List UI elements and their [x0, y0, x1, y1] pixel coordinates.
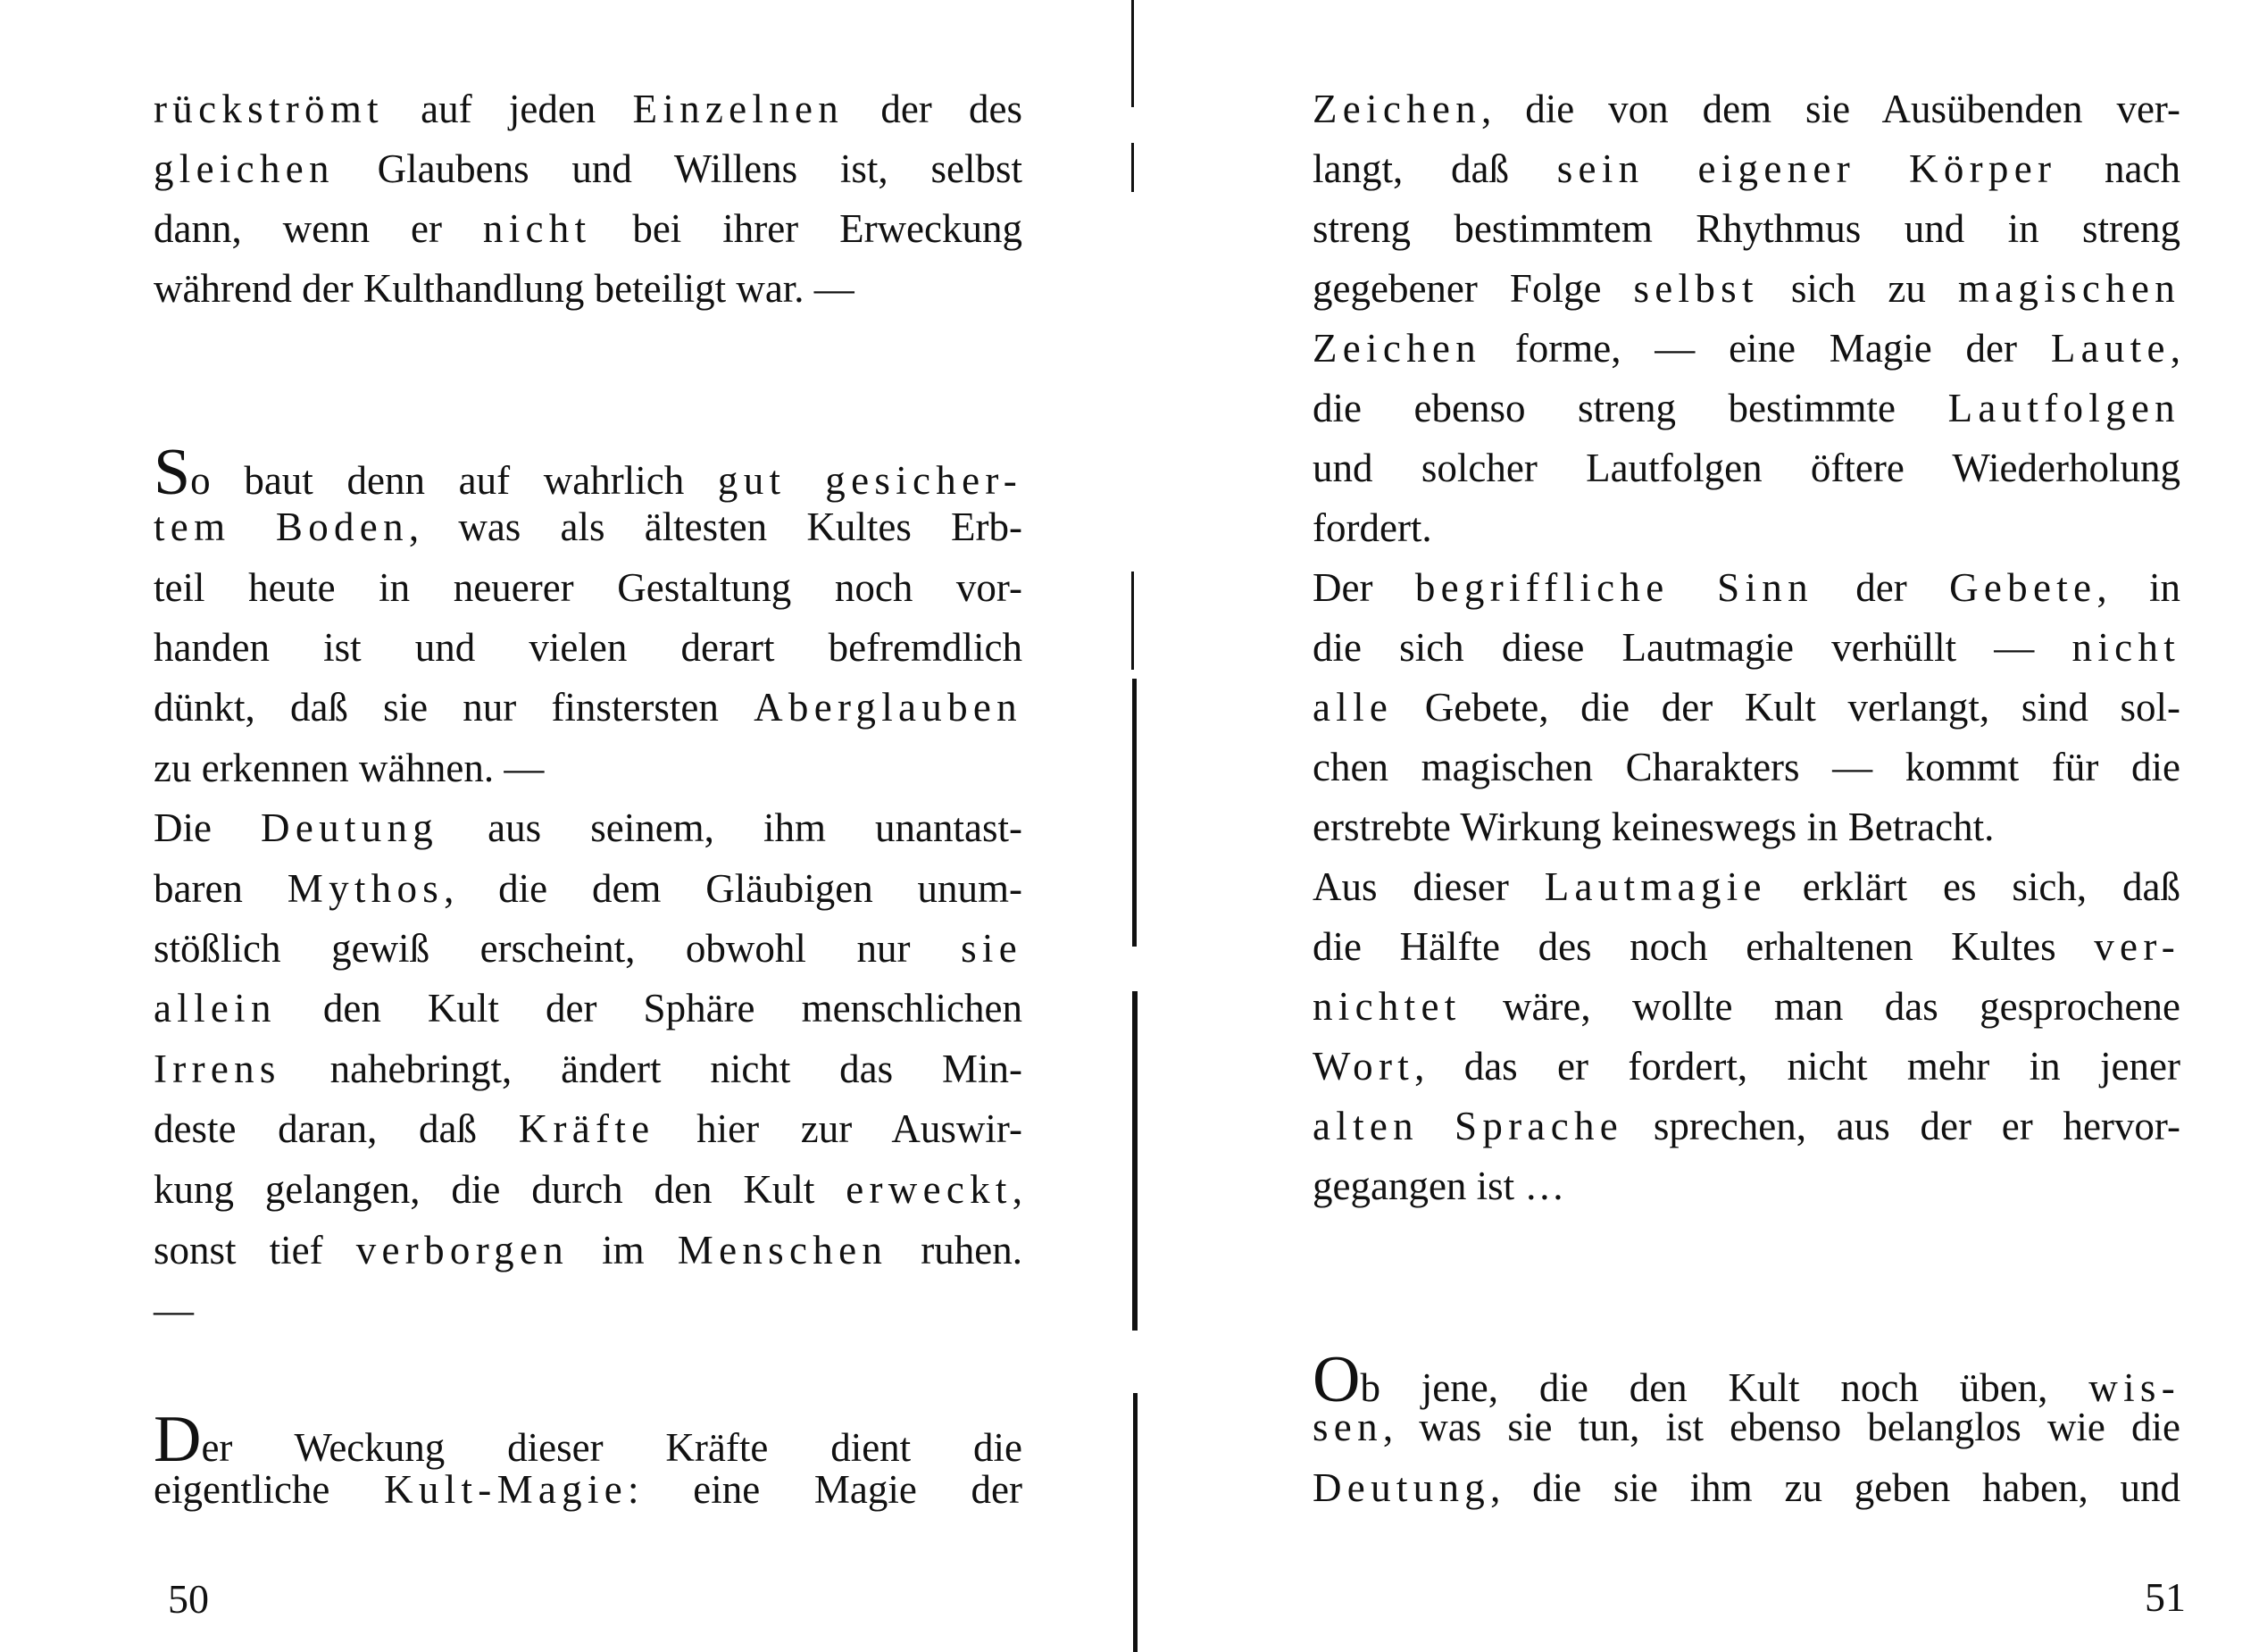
text-run: Aus dieser [1313, 864, 1545, 909]
left-line-4 [154, 266, 1022, 311]
text-run: streng bestimmtem Rhythmus und in streng [1313, 206, 2180, 251]
left-line-5 [154, 436, 1023, 509]
text-run: eigentliche [154, 1467, 385, 1512]
spaced-emphasis: nichtet [1313, 984, 1462, 1029]
text-run: stößlich gewiß erscheint, obwohl nur [154, 926, 962, 971]
left-line-6 [154, 507, 1022, 547]
spaced-emphasis: gleichen [154, 146, 335, 191]
spaced-emphasis: Gebete [1949, 565, 2097, 610]
right-line-10 [1313, 625, 2180, 670]
spaced-emphasis: sein eigener Körper [1556, 146, 2057, 191]
right-line-11 [1313, 685, 2180, 730]
spaced-emphasis: alten Sprache [1313, 1104, 1624, 1148]
spaced-emphasis: Deutung [1313, 1465, 1491, 1510]
spaced-emphasis: nicht [482, 206, 592, 251]
text-run: — [154, 1288, 194, 1332]
right-line-9 [1313, 565, 2180, 610]
text-run: wäre, wollte man das gesprochene [1461, 984, 2180, 1029]
left-line-18 [154, 1228, 1022, 1272]
right-line-5 [1313, 326, 2180, 371]
right-line-6 [1313, 388, 2180, 429]
initial-capital: O [1313, 1343, 1361, 1416]
left-line-15 [154, 1049, 1022, 1089]
spaced-emphasis: Lautmagie [1544, 864, 1767, 909]
left-line-9 [154, 685, 1022, 730]
text-run: ruhen. [888, 1228, 1022, 1272]
spaced-emphasis: Einzelnen [632, 87, 845, 131]
text-run: die Hälfte des noch erhaltenen Kultes [1313, 924, 2095, 969]
text-run: gegangen ist … [1313, 1164, 1565, 1208]
text-run: , [2170, 326, 2180, 371]
right-line-1 [1313, 89, 2180, 129]
text-run: , die von dem sie Ausübenden ver- [1481, 87, 2180, 131]
text-run: erstrebte Wirkung keineswegs in Betracht. [1313, 805, 1995, 849]
initial-capital: S [154, 436, 191, 509]
left-line-19 [154, 1290, 1022, 1331]
right-line-21 [1313, 1407, 2180, 1448]
page-number-left: 50 [168, 1576, 209, 1622]
text-run: dünkt, daß sie nur finstersten [154, 685, 754, 730]
spaced-emphasis: gut gesicher- [717, 458, 1023, 503]
spaced-emphasis: verborgen [355, 1228, 570, 1272]
right-line-3 [1313, 206, 2180, 251]
spaced-emphasis: Kult-Magie [384, 1467, 629, 1512]
spaced-emphasis: begriffliche Sinn [1414, 565, 1813, 610]
left-line-1 [154, 89, 1022, 129]
text-run: teil heute in neuerer Gestaltung noch vor- [154, 565, 1022, 610]
text-run: baren [154, 866, 288, 911]
text-run: der des [844, 87, 1022, 131]
right-line-12 [1313, 747, 2180, 788]
text-run: und solcher Lautfolgen öftere Wiederholung [1313, 446, 2180, 490]
left-line-10 [154, 748, 1022, 788]
text-run: fordert. [1313, 505, 1432, 550]
right-line-8 [1313, 505, 2180, 550]
spaced-emphasis: ver- [2094, 924, 2180, 969]
right-line-20 [1313, 1343, 2180, 1416]
spaced-emphasis: Lautfolgen [1947, 386, 2180, 430]
text-run: , in [2096, 565, 2180, 610]
text-run: zu erkennen wähnen. — [154, 746, 545, 790]
right-line-14 [1313, 864, 2180, 909]
text-run: erklärt es sich, daß [1766, 864, 2180, 909]
spaced-emphasis: Zeichen [1313, 326, 1482, 371]
spaced-emphasis: allein [154, 986, 277, 1030]
spaced-emphasis: Deutung [261, 805, 439, 850]
right-line-16 [1313, 984, 2180, 1029]
text-run: die ebenso streng bestimmte [1313, 386, 1948, 430]
text-run: dann, wenn er [154, 206, 483, 251]
right-line-2 [1313, 146, 2181, 191]
spaced-emphasis: Irrens [154, 1047, 281, 1091]
text-run: im [569, 1228, 678, 1272]
right-line-17 [1313, 1044, 2180, 1089]
text-run: Die [154, 805, 262, 850]
right-line-4 [1313, 266, 2180, 311]
text-run: nahebringt, ändert nicht das Min- [280, 1047, 1022, 1091]
right-line-22 [1313, 1465, 2180, 1510]
spaced-emphasis: sen [1313, 1405, 1383, 1449]
left-line-12 [154, 866, 1023, 911]
text-run: Glaubens und Willens ist, selbst [334, 146, 1022, 191]
text-run: auf jeden [383, 87, 633, 131]
text-run: langt, daß [1313, 146, 1557, 191]
text-run: während der Kulthandlung beteiligt war. — [154, 266, 854, 311]
left-line-20 [154, 1403, 1022, 1476]
right-line-15 [1313, 924, 2180, 969]
left-line-14 [154, 986, 1022, 1030]
spaced-emphasis: Menschen [677, 1228, 888, 1272]
text-run: forme, — eine Magie der [1481, 326, 2051, 371]
text-run: b jene, die den Kult noch üben, [1360, 1365, 2089, 1410]
spaced-emphasis: Kräfte [518, 1106, 655, 1151]
text-run: die sich diese Lautmagie verhüllt — [1313, 625, 2072, 670]
text-run: sprechen, aus der er hervor- [1623, 1104, 2180, 1148]
spaced-emphasis: Wort [1313, 1044, 1415, 1089]
page-number-right: 51 [2145, 1574, 2186, 1620]
text-run: sich zu [1758, 266, 1958, 311]
initial-capital: D [154, 1403, 202, 1476]
text-run: den Kult der Sphäre menschlichen [276, 986, 1022, 1030]
left-line-11 [154, 805, 1022, 850]
left-line-13 [154, 926, 1022, 971]
text-run: , [1012, 1167, 1022, 1212]
text-run: , die sie ihm zu geben haben, und [1490, 1465, 2180, 1510]
right-line-13 [1313, 807, 2180, 847]
text-run: der [1813, 565, 1950, 610]
text-run: handen ist und vielen derart befremdlich [154, 625, 1022, 670]
spaced-emphasis: Zeichen [1313, 87, 1482, 131]
text-run: , was als ältesten Kultes Erb- [408, 505, 1022, 549]
spaced-emphasis: magischen [1957, 266, 2180, 311]
left-line-3 [154, 206, 1023, 251]
spaced-emphasis: Laute [2050, 326, 2171, 371]
left-line-17 [154, 1167, 1022, 1212]
left-line-21 [154, 1467, 1022, 1512]
text-run: aus seinem, ihm unantast- [438, 805, 1022, 850]
text-run: deste daran, daß [154, 1106, 519, 1151]
text-run: o baut denn auf wahrlich [190, 458, 718, 503]
gutter-binding [1123, 0, 1143, 1652]
right-line-19 [1313, 1166, 2180, 1206]
text-run: sonst tief [154, 1228, 356, 1272]
text-run: , die dem Gläubigen unum- [444, 866, 1023, 911]
spaced-emphasis: sie [961, 926, 1022, 971]
spaced-emphasis: Mythos [287, 866, 445, 911]
right-line-7 [1313, 448, 2180, 488]
text-run: hier zur Auswir- [654, 1106, 1022, 1151]
text-run: nach [2056, 146, 2181, 191]
left-line-16 [154, 1106, 1022, 1151]
text-run: gegebener Folge [1313, 266, 1634, 311]
spaced-emphasis: alle [1313, 685, 1394, 730]
text-run: : eine Magie der [628, 1467, 1022, 1512]
left-line-2 [154, 146, 1022, 191]
spaced-emphasis: tem Boden [154, 505, 409, 549]
text-run: Der [1313, 565, 1415, 610]
spaced-emphasis: rückströmt [154, 87, 384, 131]
spaced-emphasis: selbst [1633, 266, 1759, 311]
text-run: , das er fordert, nicht mehr in jener [1414, 1044, 2180, 1089]
right-line-18 [1313, 1106, 2180, 1147]
left-line-8 [154, 625, 1022, 670]
text-run: chen magischen Charakters — kommt für die [1313, 745, 2180, 789]
spaced-emphasis: nicht [2071, 625, 2180, 670]
spaced-emphasis: wis- [2088, 1365, 2180, 1410]
spaced-emphasis: Aberglauben [754, 685, 1022, 730]
text-run: Gebete, die der Kult verlangt, sind sol- [1393, 685, 2180, 730]
left-line-7 [154, 565, 1022, 610]
text-run: bei ihrer Erweckung [591, 206, 1023, 251]
text-run: er Weckung dieser Kräfte dient die [201, 1425, 1022, 1470]
text-run: , was sie tun, ist ebenso belanglos wie die [1382, 1405, 2180, 1449]
spaced-emphasis: erweckt [846, 1167, 1013, 1212]
text-run: kung gelangen, die durch den Kult [154, 1167, 846, 1212]
